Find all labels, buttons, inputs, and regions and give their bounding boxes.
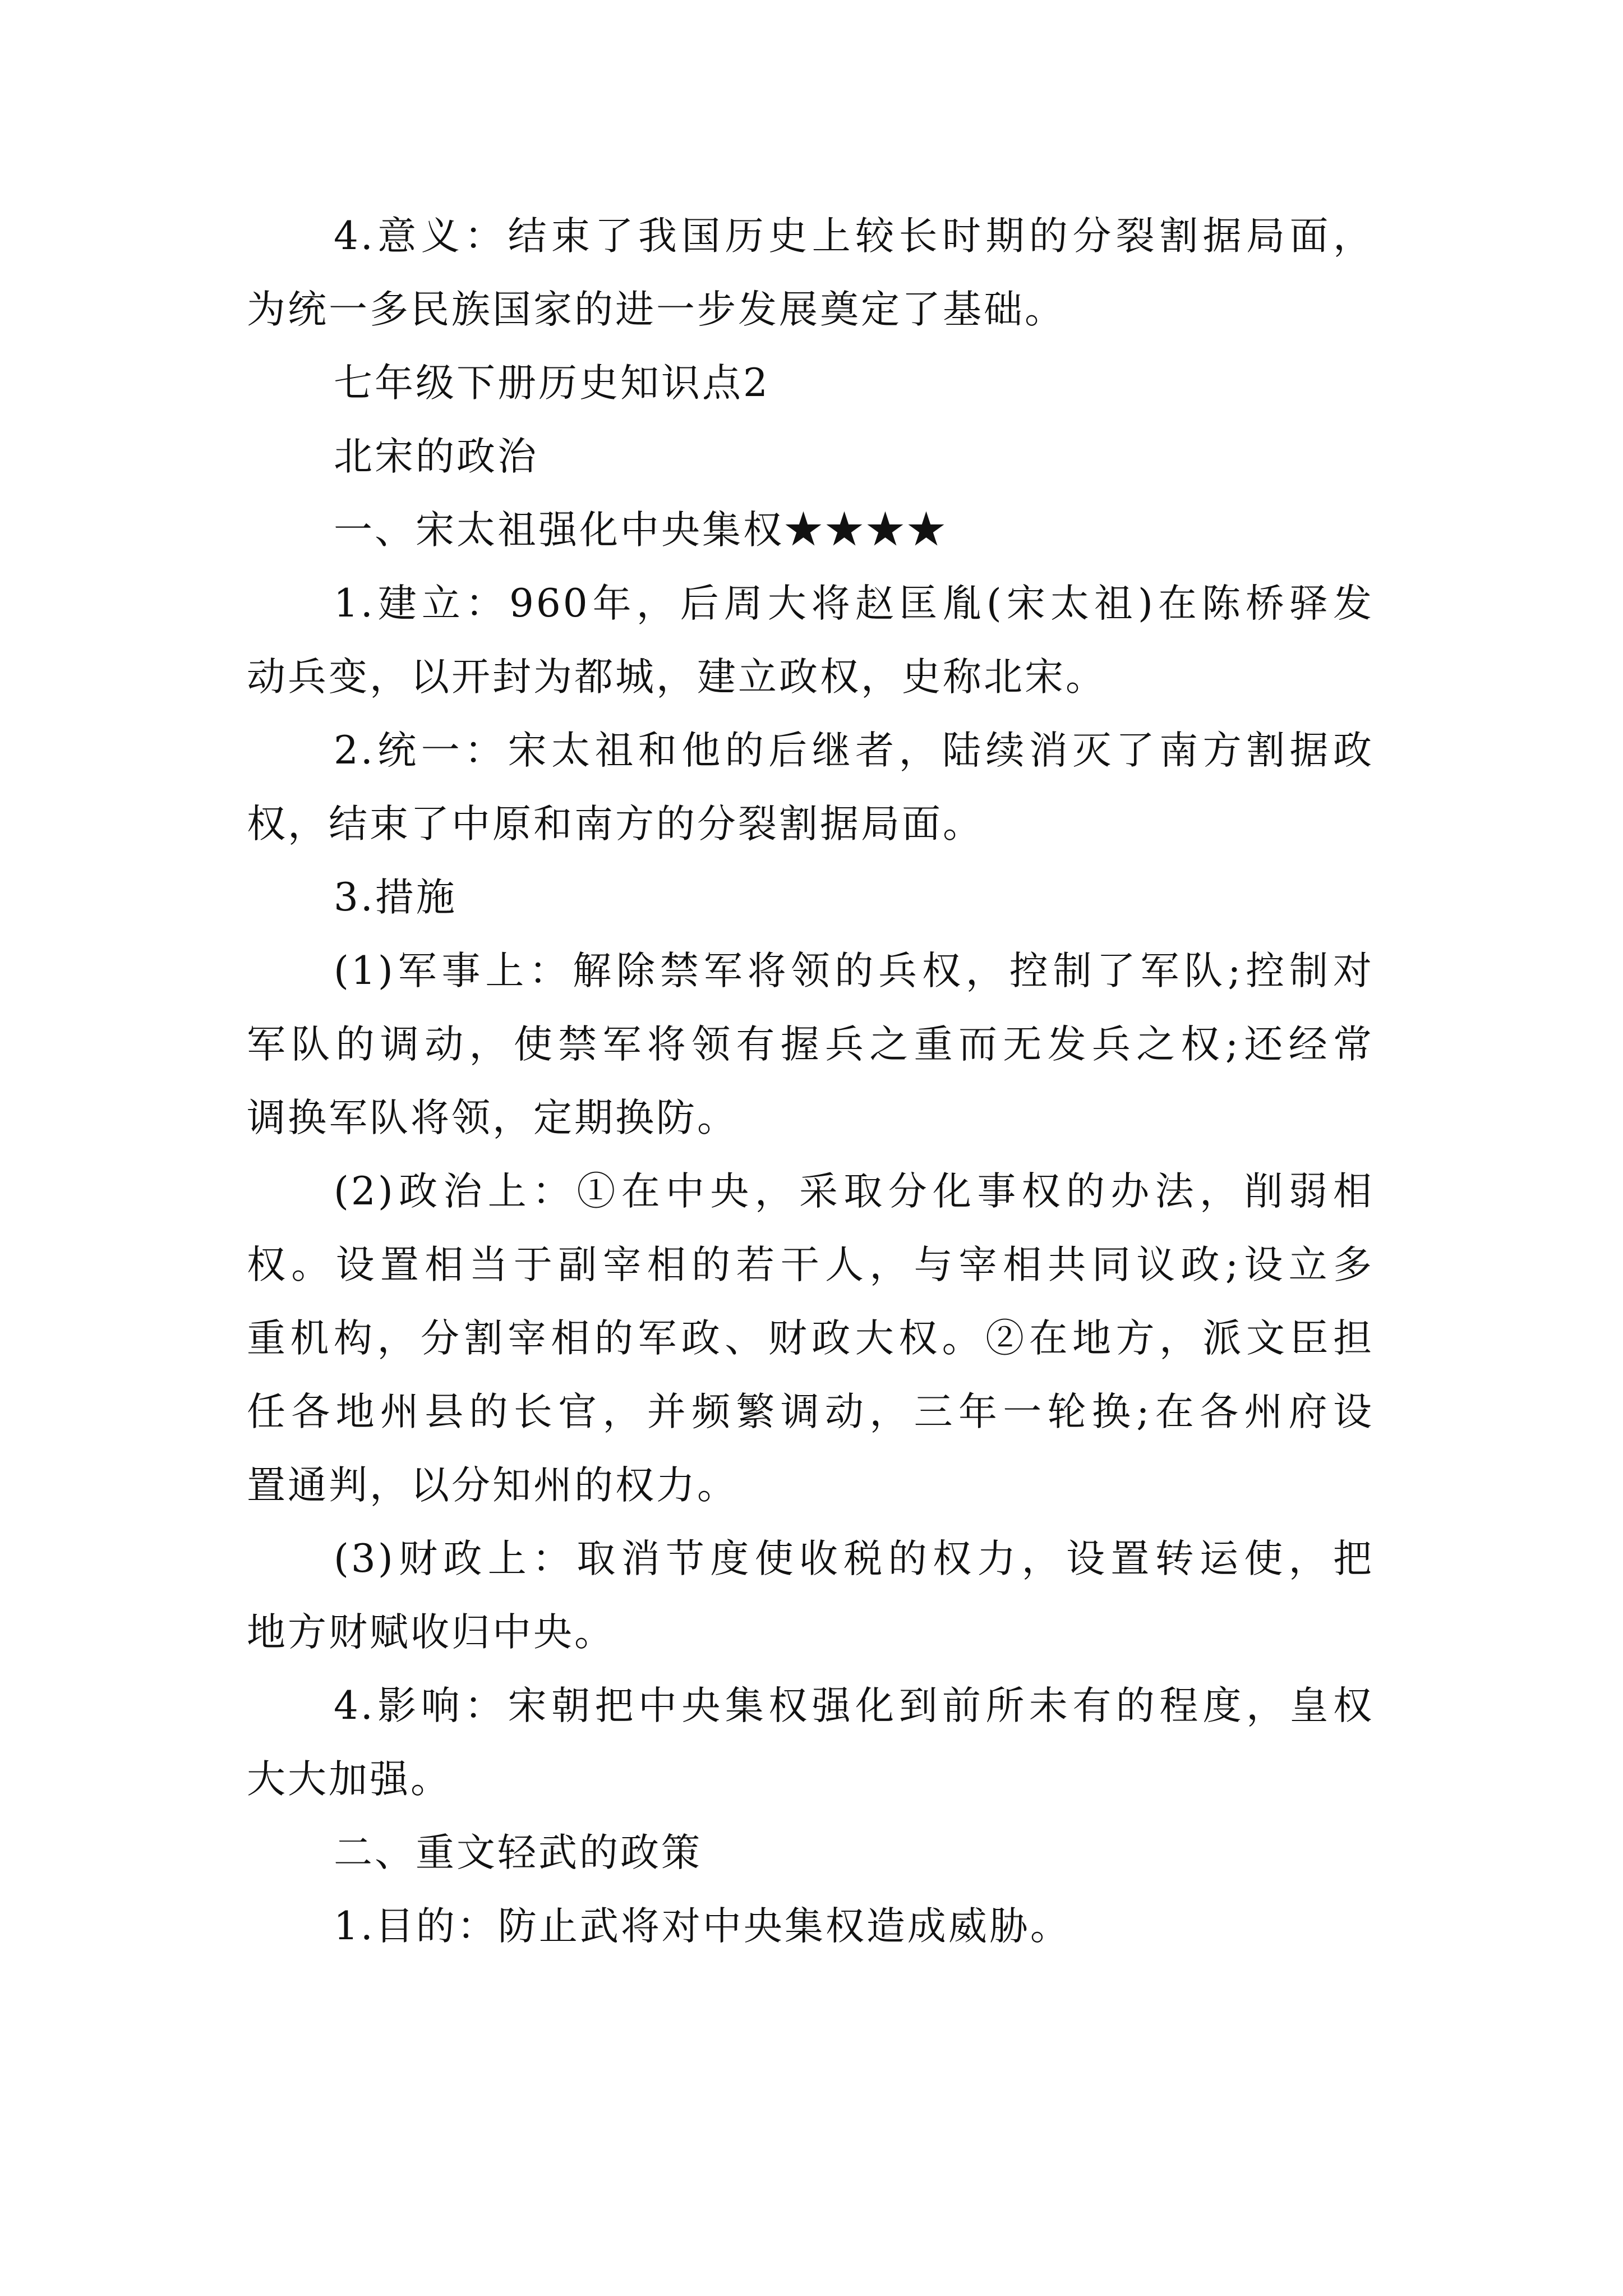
paragraph-significance-line-2: 为统一多民族国家的进一步发展奠定了基础。 <box>247 287 1066 332</box>
paragraph-founding-line-2: 动兵变，以开封为都城，建立政权，史称北宋。 <box>247 655 1106 700</box>
heading-centralization: 一、宋太祖强化中央集权★★★★ <box>334 508 948 553</box>
paragraph-finance-line-1: (3)财政上：取消节度使收税的权力，设置转运使，把 <box>334 1536 1374 1581</box>
subheading-measures: 3.措施 <box>334 875 457 920</box>
topic-title: 北宋的政治 <box>334 434 538 479</box>
paragraph-politics-line-4: 任各地州县的长官，并频繁调动，三年一轮换;在各州府设 <box>247 1389 1374 1434</box>
paragraph-military-line-1: (1)军事上：解除禁军将领的兵权，控制了军队;控制对 <box>334 949 1374 993</box>
paragraph-significance-line-1: 4.意义：结束了我国历史上较长时期的分裂割据局面， <box>334 214 1374 259</box>
paragraph-unification-line-2: 权，结束了中原和南方的分裂割据局面。 <box>247 802 984 846</box>
paragraph-military-line-3: 调换军队将领，定期换防。 <box>247 1096 738 1140</box>
paragraph-impact-line-2: 大大加强。 <box>247 1757 451 1802</box>
paragraph-impact-line-1: 4.影响：宋朝把中央集权强化到前所未有的程度，皇权 <box>334 1683 1374 1728</box>
paragraph-purpose: 1.目的：防止武将对中央集权造成威胁。 <box>334 1904 1071 1949</box>
section-title: 七年级下册历史知识点2 <box>334 361 770 406</box>
heading-civil-over-military: 二、重文轻武的政策 <box>334 1830 702 1875</box>
paragraph-finance-line-2: 地方财赋收归中央。 <box>247 1610 615 1655</box>
paragraph-politics-line-2: 权。设置相当于副宰相的若干人，与宰相共同议政;设立多 <box>247 1243 1374 1287</box>
paragraph-founding-line-1: 1.建立：960年，后周大将赵匡胤(宋太祖)在陈桥驿发 <box>334 581 1374 626</box>
paragraph-military-line-2: 军队的调动，使禁军将领有握兵之重而无发兵之权;还经常 <box>247 1022 1374 1067</box>
paragraph-politics-line-1: (2)政治上：①在中央，采取分化事权的办法，削弱相 <box>334 1169 1374 1214</box>
paragraph-unification-line-1: 2.统一：宋太祖和他的后继者，陆续消灭了南方割据政 <box>334 728 1374 773</box>
paragraph-politics-line-5: 置通判，以分知州的权力。 <box>247 1463 738 1508</box>
paragraph-politics-line-3: 重机构，分割宰相的军政、财政大权。②在地方，派文臣担 <box>247 1316 1374 1361</box>
